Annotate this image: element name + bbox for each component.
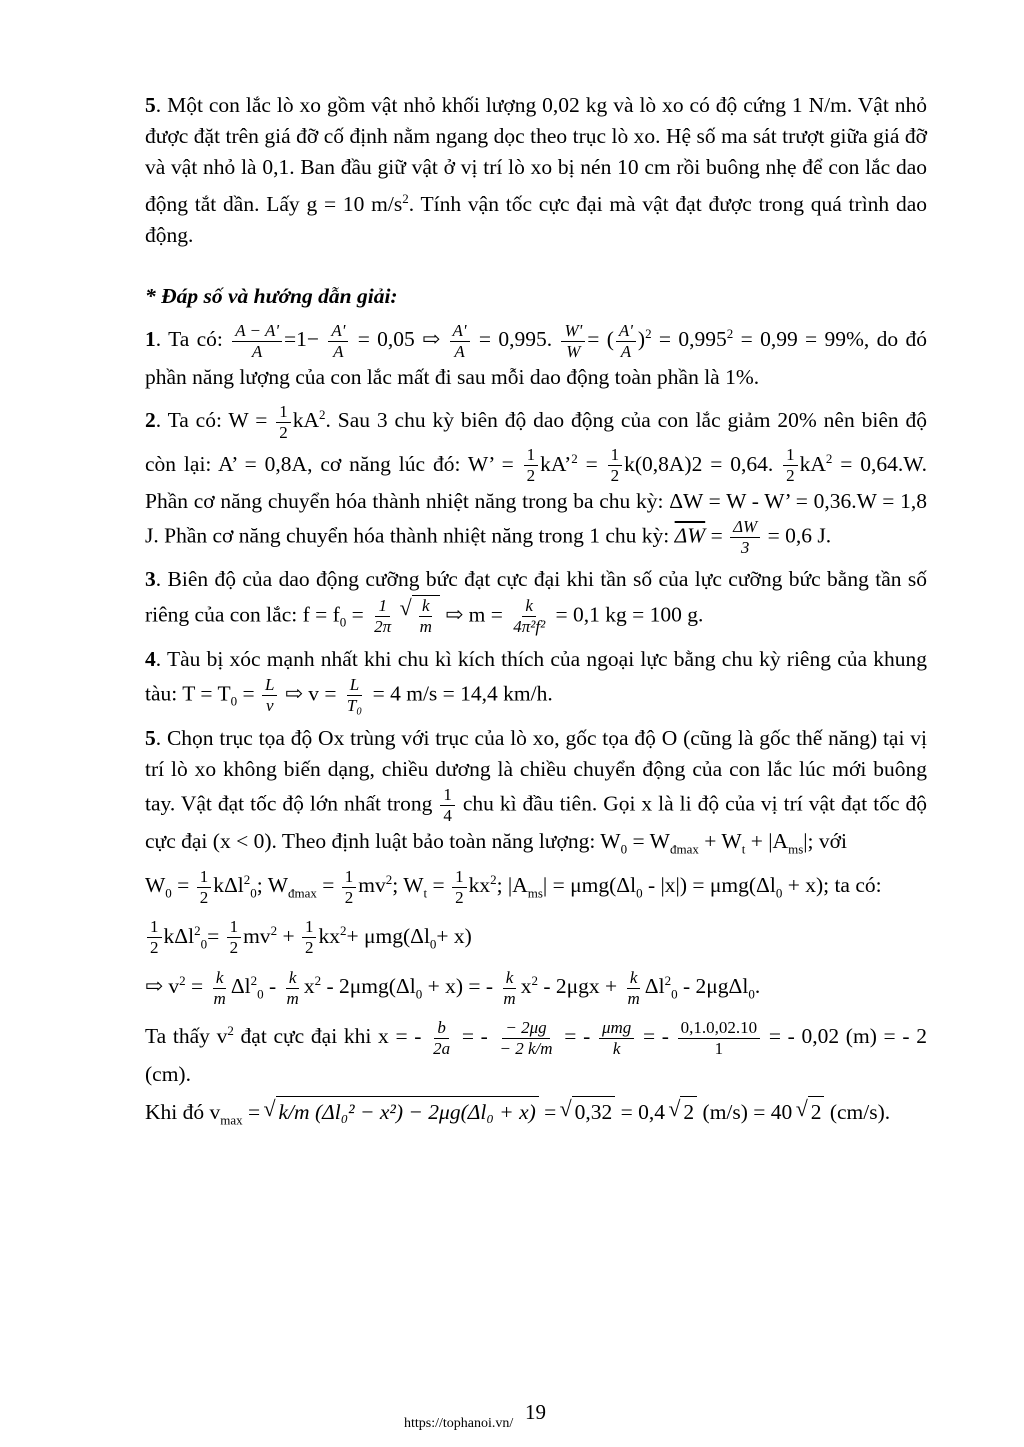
solution-3: 3. Biên độ của dao động cưỡng bức đạt cực đại khi tần số của lực cưỡng bức bằng tần số riêng của con lắc: $f = f_0$ = $\frac{1}{2\pi}$ √ $\frac{k}{m}$ ⇨ m = $\frac{k}{\text{4π²f²}}$ = 0,1 kg = 100 g. bbox=[145, 564, 927, 638]
square-root: √ 0,32 bbox=[572, 1096, 616, 1128]
fraction: $\frac{W'}{W}$ bbox=[561, 321, 585, 362]
square-root: √ 2 bbox=[808, 1096, 825, 1128]
fraction-half: $\frac{1}{2}$ bbox=[276, 402, 291, 443]
fraction: $\frac{k}{\text{4π²f²}}$ bbox=[513, 596, 546, 637]
fraction-half: $\frac{1}{2}$ bbox=[608, 445, 623, 486]
fraction: $\frac{A'}{A}$ bbox=[328, 321, 348, 362]
fraction-half: $\frac{1}{2}$ bbox=[197, 867, 212, 908]
vmax-equation: Khi đó $v_{max}$ = √ k/m (Δl₀² − x²) − 2μg(Δl₀ + x) = √ 0,32 = 0,4 √ 2 (m/s) = 40 √ 2 (cm/s). bbox=[145, 1096, 927, 1135]
fraction-half: $\frac{1}{2}$ bbox=[342, 867, 357, 908]
solution-5: 5. Chọn trục tọa độ Ox trùng với trục của lò xo, gốc tọa độ O (cũng là gốc thế năng) tại vị trí lò xo không biến dạng, chiều dương là chiều chuyển động của con lắc lúc mới buông tay. Vật đạt tốc độ lớn nhất trong $\frac{1}{4}$ chu kì đầu tiên. Gọi x là li độ của vị trí vật đạt tốc độ cực đại (x < 0). Theo định luật bảo toàn năng lượng: $W_0 = W_{đmax} + W_t + |A_{ms}|$; vớiW$_0$ = $\frac{1}{2}$ kΔl$^2_0$; $W_{đmax}$ = $\frac{1}{2}$ $mv^2$; $W_t$ = $\frac{1}{2}$ $kx^2$; $|A_{ms}| = \mu mg(\Delta l_0 - |x|) = \mu mg(\Delta l_0 + x)$; ta có: bbox=[145, 725, 927, 907]
fraction: $\frac{L}{\text{T₀}}$ bbox=[346, 675, 363, 716]
fraction: $\frac{L}{v}$ bbox=[262, 675, 277, 716]
site-url: https://tophanoi.vn/ bbox=[404, 1416, 514, 1431]
fraction-half: $\frac{1}{2}$ bbox=[452, 867, 467, 908]
fraction-half: $\frac{1}{2}$ bbox=[524, 445, 539, 486]
fraction: $\frac{\Delta W}{3}$ bbox=[730, 517, 760, 558]
fraction-quarter: $\frac{1}{4}$ bbox=[440, 785, 455, 826]
fraction: $\frac{A'}{A}$ bbox=[616, 321, 636, 362]
fraction: $\frac{A - A'}{A}$ bbox=[232, 321, 282, 362]
fraction: $\frac{A'}{A}$ bbox=[450, 321, 470, 362]
velocity-equation: ⇨ $v^2$ = $\frac{k}{m}$ $\Delta l^2_0$ - $\frac{k}{m}$ $x^2 - 2\mu mg(\Delta l_0 + x)$ = - $\frac{k}{m}$ $x^2 - 2\mu gx$ + $\frac{k}{m}$ $\Delta l^2_0 - 2\mu g\Delta l_0$. bbox=[145, 967, 761, 1008]
page-number: 19 bbox=[525, 1400, 546, 1424]
problem-5: 5. Một con lắc lò xo gồm vật nhỏ khối lượng 0,02 kg và lò xo có độ cứng 1 N/m. Vật nhỏ được đặt trên giá đỡ cố định nằm ngang dọc theo trục lò xo. Hệ số ma sát trượt giữa giá đỡ và vật nhỏ là 0,1. Ban đầu giữ vật ở vị trí lò xo bị nén 10 cm rồi buông nhẹ để con lắc dao động tắt dần. Lấy g = 10 $m/s^2$. Tính vận tốc cực đại mà vật đạt được trong quá trình dao động. bbox=[145, 93, 927, 248]
solution-4: 4. Tàu bị xóc mạnh nhất khi chu kì kích thích của ngoại lực bằng chu kỳ riêng của khung tàu: $T = T_0$ = $\frac{L}{v}$ ⇨ v = $\frac{L}{\text{T₀}}$ = 4 m/s = 14,4 km/h. bbox=[145, 647, 927, 716]
document-page bbox=[145, 90, 927, 1141]
solution-2: 2. Ta có: W = $\frac{1}{2}$ $kA^2$. Sau 3 chu kỳ biên độ dao động của con lắc giảm 20% nên biên độ còn lại: A’ = 0,8A, cơ năng lúc đó: W’ = $\frac{1}{2}$ kA’$^2$ = $\frac{1}{2}$ k(0,8A)2 = 0,64. $\frac{1}{2}$ $kA^2 = 0,64.W$. Phần cơ năng chuyển hóa thành nhiệt năng trong ba chu kỳ: ΔW = W - W’ = 0,36.W = 1,8 J. Phần cơ năng chuyển hóa thành nhiệt năng trong 1 chu kỳ: $\overline{\Delta W}$ = $\frac{\Delta W}{3}$ = 0,6 J. bbox=[145, 401, 927, 558]
answers-heading: * Đáp số và hướng dẫn giải: bbox=[145, 284, 398, 309]
problem-number: 5 bbox=[145, 93, 156, 117]
fraction: $\frac{1}{2\pi}$ bbox=[374, 596, 392, 637]
energy-equation: $\frac{1}{2}$ kΔl$^2_0$= $\frac{1}{2}$ $mv^2$ + $\frac{1}{2}$ $kx^2+ \mu mg(\Delta l_0+ x)$ bbox=[145, 915, 927, 959]
fraction-half: $\frac{1}{2}$ bbox=[783, 445, 798, 486]
solution-1: 1. Ta có: $\frac{A - A'}{A}$ =1− $\frac{A'}{A}$ = 0,05 ⇨ $\frac{A'}{A}$ = 0,995. $\frac{W'}{W}$ = ( $\frac{A'}{A}$ )$^2 = 0,995^2 = 0,99 = 99\%$, do đó phần năng lượng của con lắc mất đi sau mỗi dao động toàn phần là 1%. bbox=[145, 320, 927, 389]
extremum-equation: Ta thấy $v^2$ đạt cực đại khi x = - $\frac{b}{2a}$ = - $\frac{- 2\mu g}{- 2 k/m}$ = - $\frac{\text{μmg}}{k}$ = - $\frac{0,1.0,02.10}{1}$ = - 0,02 (m) = - 2 (cm). bbox=[145, 1018, 927, 1087]
square-root: √ k/m (Δl₀² − x²) − 2μg(Δl₀ + x) bbox=[276, 1096, 539, 1128]
square-root: √ $\frac{k}{m}$ bbox=[412, 595, 440, 637]
square-root: √ 2 bbox=[680, 1096, 697, 1128]
problem-text: . Một con lắc lò xo gồm vật nhỏ khối lượng 0,02 kg và lò xo có độ cứng 1 N/m. Vật nhỏ được đặt trên giá đỡ cố định nằm ngang dọc theo trục lò xo. Hệ số ma sát trượt giữa giá đỡ và vật nhỏ là 0,1. Ban đầu giữ vật ở vị trí lò xo bị nén 10 cm rồi buông nhẹ để con lắc dao động tắt dần. Lấy g = 10 m/s bbox=[145, 93, 927, 217]
